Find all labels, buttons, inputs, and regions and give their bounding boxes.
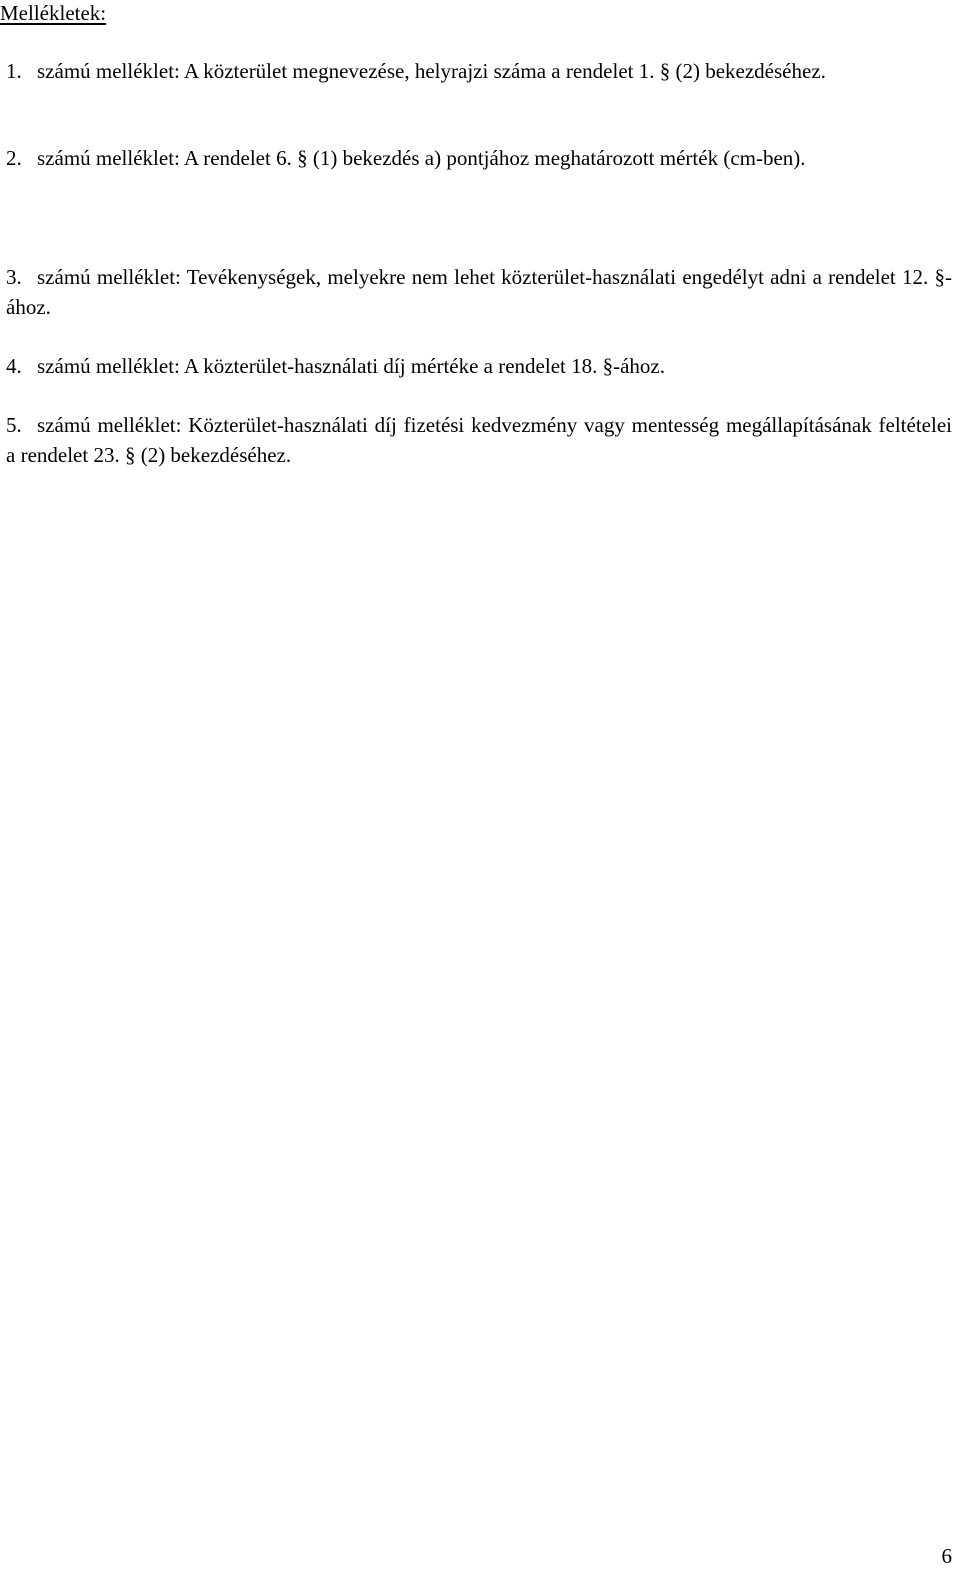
annex-text: számú melléklet: Közterület-használati díj fizetési kedvezmény vagy mentesség megállapításának feltételei a rendelet 23. § (2) bekezdéséhez. xyxy=(6,413,952,467)
annex-text: számú melléklet: A közterület megnevezése, helyrajzi száma a rendelet 1. § (2) bekezdéséhez. xyxy=(37,59,826,83)
annex-text: számú melléklet: A rendelet 6. § (1) bekezdés a) pontjához meghatározott mérték (cm-ben). xyxy=(37,146,806,170)
page-heading: Mellékletek: xyxy=(0,1,107,25)
annex-number: 2. xyxy=(6,146,22,170)
page-number: 6 xyxy=(941,1544,952,1568)
annex-item-1 xyxy=(6,56,952,86)
annex-number: 4. xyxy=(6,354,22,378)
annex-item-2 xyxy=(6,143,952,173)
annex-text: számú melléklet: A közterület-használati díj mértéke a rendelet 18. §-ához. xyxy=(37,354,666,378)
annex-number: 5. xyxy=(6,413,22,437)
annex-item-5 xyxy=(6,410,952,470)
annex-item-4 xyxy=(6,351,952,381)
annex-text: számú melléklet: Tevékenységek, melyekre nem lehet közterület-használati engedélyt adni a rendelet 12. §-ához. xyxy=(6,265,952,319)
annex-number: 1. xyxy=(6,59,22,83)
annex-item-3 xyxy=(6,262,952,322)
annex-number: 3. xyxy=(6,265,22,289)
